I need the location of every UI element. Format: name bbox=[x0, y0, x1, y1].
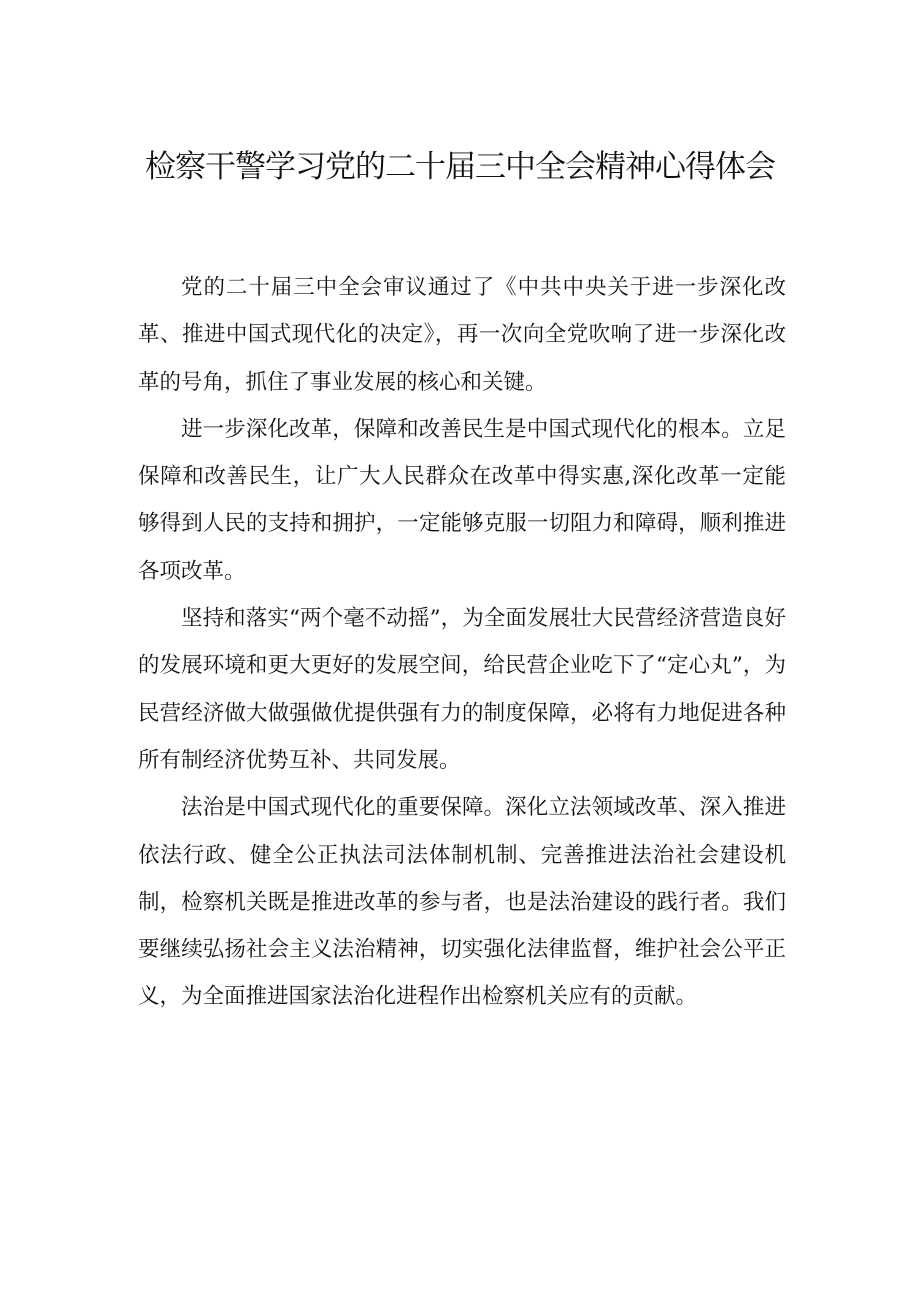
document-body bbox=[138, 264, 786, 1021]
document-title: 检察干警学习党的二十届三中全会精神心得体会 bbox=[145, 149, 775, 185]
paragraph-3: 坚持和落实“两个毫不动摇”，为全面发展壮大民营经济营造良好的发展环境和更大更好的发展空间，给民营企业吃下了“定心丸”，为民营经济做大做强做优提供强有力的制度保障，必将有力地促进各种所有制经济优势互补、共同发展。 bbox=[138, 606, 786, 773]
paragraph-2: 进一步深化改革，保障和改善民生是中国式现代化的根本。立足保障和改善民生，让广大人民群众在改革中得实惠,深化改革一定能够得到人民的支持和拥护，一定能够克服一切阻力和障碍，顺利推进各项改革。 bbox=[138, 416, 786, 584]
paragraph-1: 党的二十届三中全会审议通过了《中共中央关于进一步深化改革、推进中国式现代化的决定》，再一次向全党吹响了进一步深化改革的号角，抓住了事业发展的核心和关键。 bbox=[138, 275, 786, 395]
paragraph-4: 法治是中国式现代化的重要保障。深化立法领域改革、深入推进依法行政、健全公正执法司法体制机制、完善推进法治社会建设机制，检察机关既是推进改革的参与者，也是法治建设的践行者。我们要继续弘扬社会主义法治精神，切实强化法律监督，维护社会公平正义，为全面推进国家法治化进程作出检察机关应有的贡献。 bbox=[138, 795, 786, 1010]
